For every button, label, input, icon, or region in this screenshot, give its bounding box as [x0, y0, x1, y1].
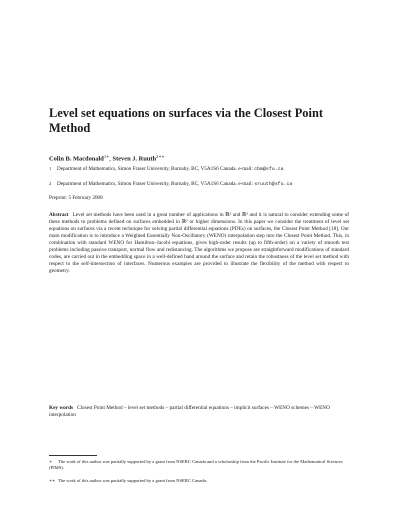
affiliation-1 [49, 166, 349, 173]
affiliation-text-1: Department of Mathematics, Simon Fraser University, Burnaby, BC, V5A1S6 Canada. e-mail: [57, 166, 253, 172]
keywords-label: Key words [49, 405, 74, 411]
author-sup-1: 1∗ [103, 154, 110, 159]
affiliation-email-2: sruuth@sfu.ca [254, 182, 293, 187]
footnote-1 [49, 459, 349, 471]
author-line [49, 153, 165, 164]
footnote-text-2: The work of this author was partially supported by a grant from NSERC Canada. [58, 478, 208, 483]
affiliation-text-2: Department of Mathematics, Simon Fraser University, Burnaby, BC, V5A1S6 Canada. e-mail: [57, 181, 253, 187]
affiliation-email-1: cbm@sfu.ca [254, 167, 284, 172]
author-name-1: Colin B. Macdonald [49, 155, 104, 163]
affiliation-number-2: 2 [49, 181, 52, 186]
abstract-label: Abstract [49, 212, 69, 218]
footnote-mark-1: ∗ [49, 458, 53, 464]
footnote-mark-2: ∗∗ [49, 477, 56, 483]
keywords-text: Closest Point Method – level set methods – partial differential equations – implicit surfaces – WENO schemes – WENO interpolation [49, 405, 330, 419]
author-name-2: Steven J. Ruuth [112, 155, 157, 163]
paper-title: Level set equations on surfaces via the Closest Point Method [49, 106, 323, 135]
footnote-text-1: The work of this author was partially supported by a grant from NSERC Canada and a scholarship from the Pacific Institute for the Mathematical Sciences (PIMS). [49, 459, 343, 471]
preprint-date: Preprint: 5 February 2008 [49, 195, 103, 201]
footnote-rule [49, 455, 97, 456]
author-sup-2: 2∗∗ [156, 154, 165, 159]
affiliation-number-1: 1 [49, 166, 52, 171]
abstract [49, 212, 349, 275]
footnote-2 [49, 478, 349, 484]
keywords [49, 405, 349, 419]
affiliation-2 [49, 181, 349, 188]
abstract-text: Level set methods have been used in a great number of applications in ℝ² and ℝ³ and it is natural to consider extending some of these methods to problems defined on surfaces embedded in ℝ³ or higher dimensions. In this paper we consider the treatment of level set equations on surfaces via a recent technique for solving partial differential equations (PDEs) on surfaces, the Closest Point Method [18]. Our main modification is to introduce a Weighted Essentially Non-Oscillatory (WENO) interpolation step into the Closest Point Method. This, in combination with standard WENO for Hamilton–Jacobi equations, gives high-order results (up to fifth-order) on a variety of smooth test problems including passive transport, normal flow and redistancing. The algorithms we propose are straightforward modifications of standard codes, are carried out in the embedding space in a well-defined band around the surface and retain the robustness of the level set method with respect to the self-intersection of interfaces. Numerous examples are provided to illustrate the flexibility of the method with respect to geometry. [49, 212, 349, 275]
author-separator: , [109, 155, 111, 163]
